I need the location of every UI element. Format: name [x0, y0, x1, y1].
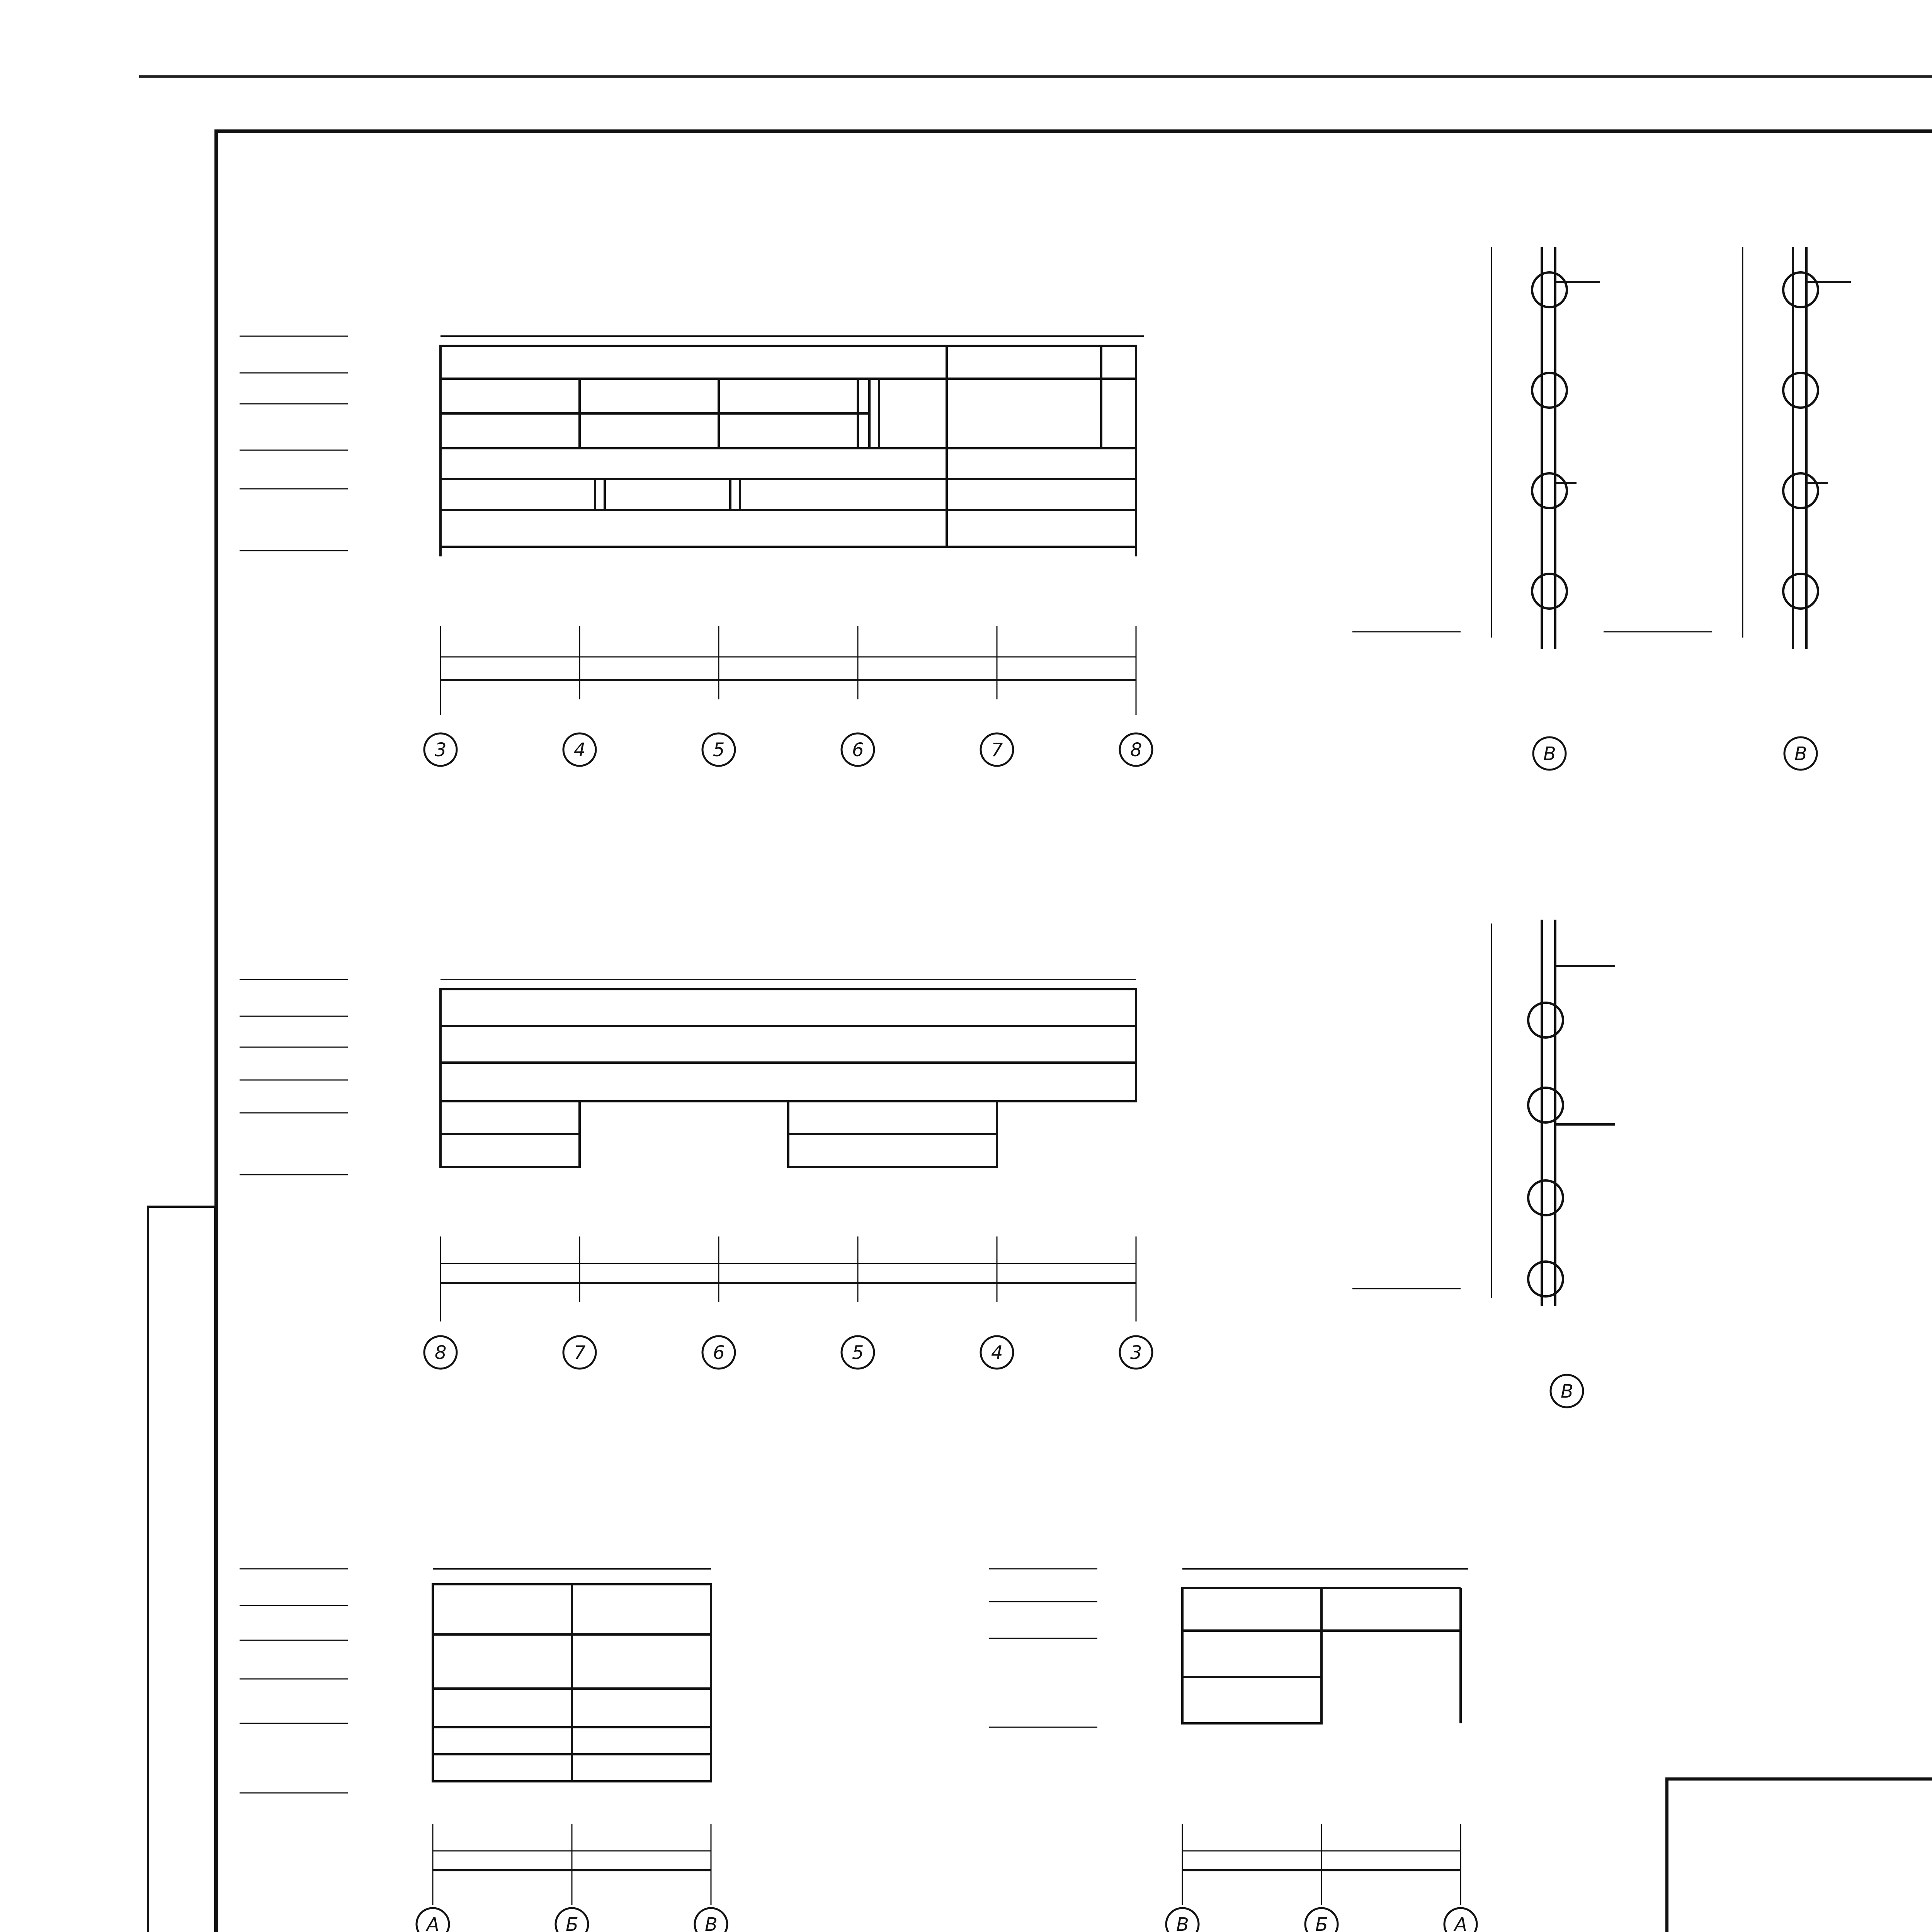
axis-marker: 4: [991, 1342, 1003, 1364]
axis-marker: 5: [852, 1342, 864, 1364]
scheme-axis-3: [981, 1546, 1638, 1932]
scheme-axis-v: [232, 920, 1275, 1383]
section-3-3: [1345, 889, 1654, 1430]
axis-marker: В: [1176, 1914, 1189, 1932]
scheme-axis-v-small: [232, 1546, 850, 1932]
agreed-stamp-box: [147, 1206, 216, 1932]
axis-marker: А: [1454, 1914, 1467, 1932]
axis-marker: 7: [574, 1342, 586, 1364]
axis-marker: 3: [435, 739, 447, 761]
sections-1-1-2-2: [1345, 205, 1924, 823]
axis-marker: Б: [1315, 1914, 1328, 1932]
title-block-grid: [1665, 1662, 1932, 1932]
axis-marker: Б: [566, 1914, 578, 1932]
axis-marker: 7: [991, 739, 1003, 761]
axis-marker: В: [1794, 743, 1807, 765]
axis-marker: 4: [574, 739, 586, 761]
axis-marker: 8: [435, 1342, 447, 1364]
axis-marker: В: [1561, 1381, 1573, 1402]
axis-marker: 5: [713, 739, 725, 761]
axis-marker: 6: [713, 1342, 725, 1364]
axis-marker: В: [1543, 743, 1556, 765]
axis-marker: 6: [852, 739, 864, 761]
axis-marker: В: [705, 1914, 718, 1932]
scheme-axis-a: [232, 278, 1236, 781]
top-border-line: [139, 75, 1932, 78]
axis-marker: 3: [1130, 1342, 1142, 1364]
axis-marker: 8: [1130, 739, 1142, 761]
axis-marker: А: [427, 1914, 439, 1932]
